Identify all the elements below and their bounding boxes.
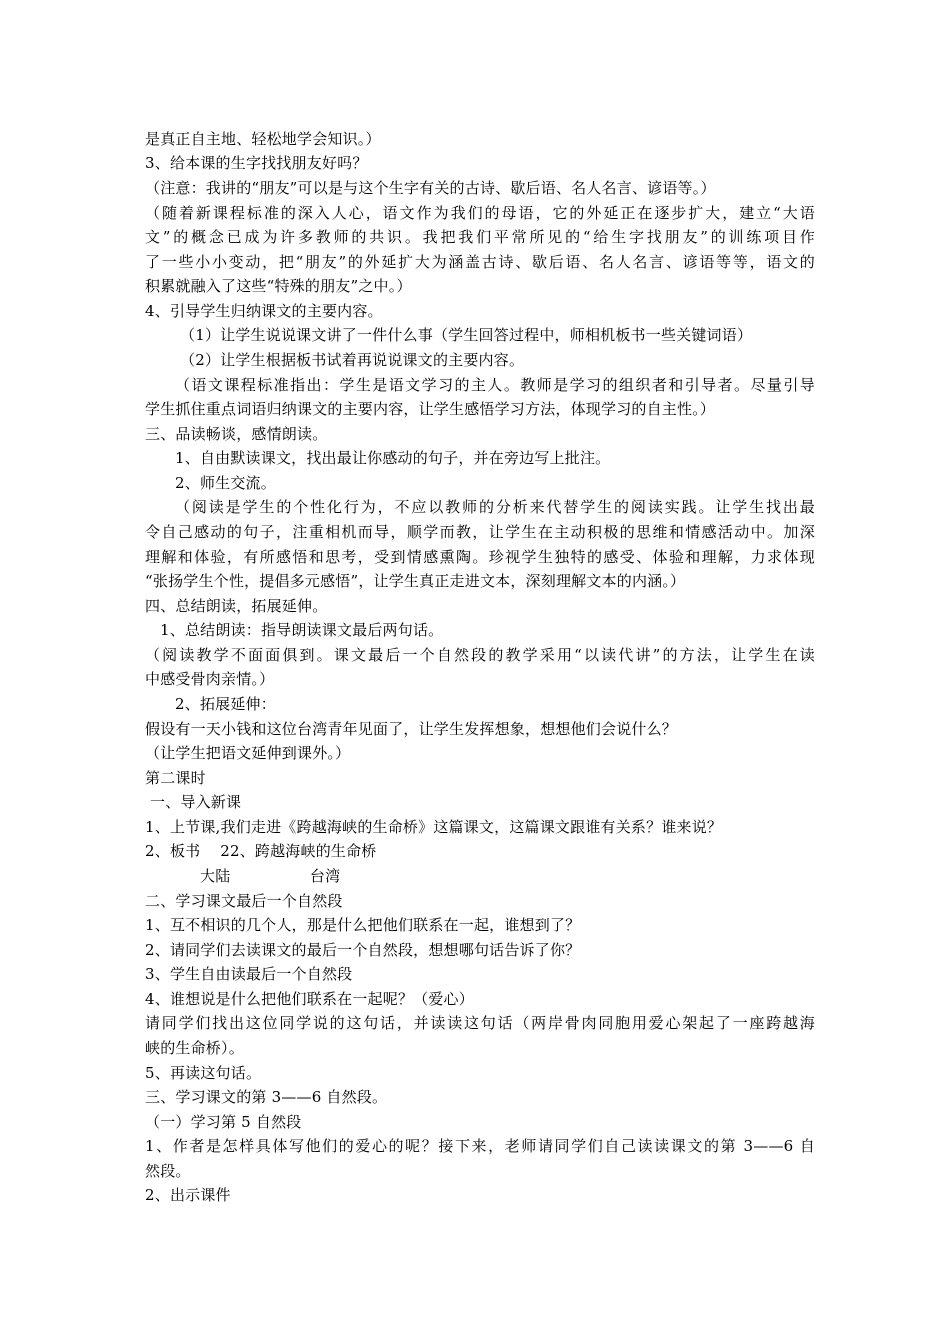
subsection-heading: （一）学习第 5 自然段 — [145, 1113, 302, 1131]
text-line: 是真正自主地、轻松地学会知识。） — [145, 130, 381, 148]
section-heading: 4、引导学生归纳课文的主要内容。 — [145, 302, 383, 320]
text-line: 学生抓住重点词语归纳课文的主要内容，让学生感悟学习方法，体现学习的自主性。） — [145, 400, 716, 418]
text-line: （阅读教学不面面俱到。课文最后一个自然段的教学采用“以读代讲”的方法，让学生在读 — [145, 646, 815, 664]
text-line: 2、师生交流。 — [175, 474, 276, 492]
text-line: 1、自由默读课文，找出最让你感动的句子，并在旁边写上批注。 — [175, 449, 611, 467]
text-line: （让学生把语文延伸到课外。） — [145, 744, 351, 762]
text-line: 5、再读这句话。 — [145, 1064, 262, 1082]
text-line: （注意：我讲的“朋友”可以是与这个生字有关的古诗、歇后语、名人名言、谚语等。） — [145, 179, 716, 197]
text-line: 文”的概念已成为许多教师的共识。我把我们平常所见的“给生字找朋友”的训练项目作 — [145, 228, 815, 246]
text-line: 令自己感动的句子，注重相机而导，顺学而教，让学生在主动积极的思维和情感活动中。加深 — [145, 523, 815, 541]
text-line: 1、互不相识的几个人，那是什么把他们联系在一起，谁想到了？ — [145, 916, 581, 934]
text-line: “张扬学生个性，提倡多元感悟”，让学生真正走进文本，深刻理解文本的内涵。） — [145, 572, 686, 590]
text-line: 了一些小小变动，把“朋友”的外延扩大为涵盖古诗、歇后语、名人名言、谚语等等，语文的 — [145, 253, 815, 271]
text-line: 大陆 台湾 — [200, 867, 341, 885]
text-line: 2、请同学们去读课文的最后一个自然段，想想哪句话告诉了你？ — [145, 941, 581, 959]
text-line: 3、给本课的生字找找朋友好吗？ — [145, 154, 368, 172]
section-heading: 三、品读畅谈，感情朗读。 — [145, 425, 328, 443]
text-line: 4、谁想说是什么把他们联系在一起呢？（爱心） — [145, 990, 474, 1008]
text-line: 1、作者是怎样具体写他们的爱心的呢？接下来，老师请同学们自己读读课文的第 3——6 自 — [145, 1137, 815, 1155]
text-line: 3、学生自由读最后一个自然段 — [145, 965, 353, 983]
section-heading: 一、导入新课 — [150, 793, 242, 811]
text-line: 假设有一天小钱和这位台湾青年见面了，让学生发挥想象，想想他们会说什么？ — [145, 720, 678, 738]
text-line: （1）让学生说说课文讲了一件什么事（学生回答过程中，师相机板书一些关键词语） — [180, 326, 753, 344]
text-line: 积累就融入了这些“特殊的朋友”之中。） — [145, 277, 412, 295]
section-heading: 二、学习课文最后一个自然段 — [145, 892, 343, 910]
text-line: （随着新课程标准的深入人心，语文作为我们的母语，它的外延正在逐步扩大，建立“大语 — [145, 204, 815, 222]
text-line: 2、出示课件 — [145, 1186, 231, 1204]
text-line: 中感受骨肉亲情。） — [145, 670, 275, 688]
section-heading: 三、学习课文的第 3——6 自然段。 — [145, 1088, 388, 1106]
text-line: （语文课程标准指出：学生是语文学习的主人。教师是学习的组织者和引导者。尽量引导 — [175, 376, 815, 394]
lesson-title: 第二课时 — [145, 769, 206, 787]
text-line: 2、拓展延伸： — [175, 695, 276, 713]
text-line: 峡的生命桥）。 — [145, 1039, 244, 1057]
text-line: 理解和体验，有所感悟和思考，受到情感熏陶。珍视学生独特的感受、体验和理解，力求体现 — [145, 548, 815, 566]
text-line: 2、板书 22、跨越海峡的生命桥 — [145, 842, 377, 860]
text-line: 1、总结朗读：指导朗读课文最后两句话。 — [160, 621, 444, 639]
text-line: （阅读是学生的个性化行为，不应以教师的分析来代替学生的阅读实践。让学生找出最 — [175, 498, 815, 516]
text-line: 请同学们找出这位同学说的这句话，并读读这句话（两岸骨肉同胞用爱心架起了一座跨越海 — [145, 1014, 815, 1032]
section-heading: 四、总结朗读，拓展延伸。 — [145, 597, 328, 615]
text-line: （2）让学生根据板书试着再说说课文的主要内容。 — [180, 351, 525, 369]
text-line: 1、上节课,我们走进《跨越海峡的生命桥》这篇课文，这篇课文跟谁有关系？谁来说？ — [145, 818, 723, 836]
text-line: 然段。 — [145, 1162, 191, 1180]
